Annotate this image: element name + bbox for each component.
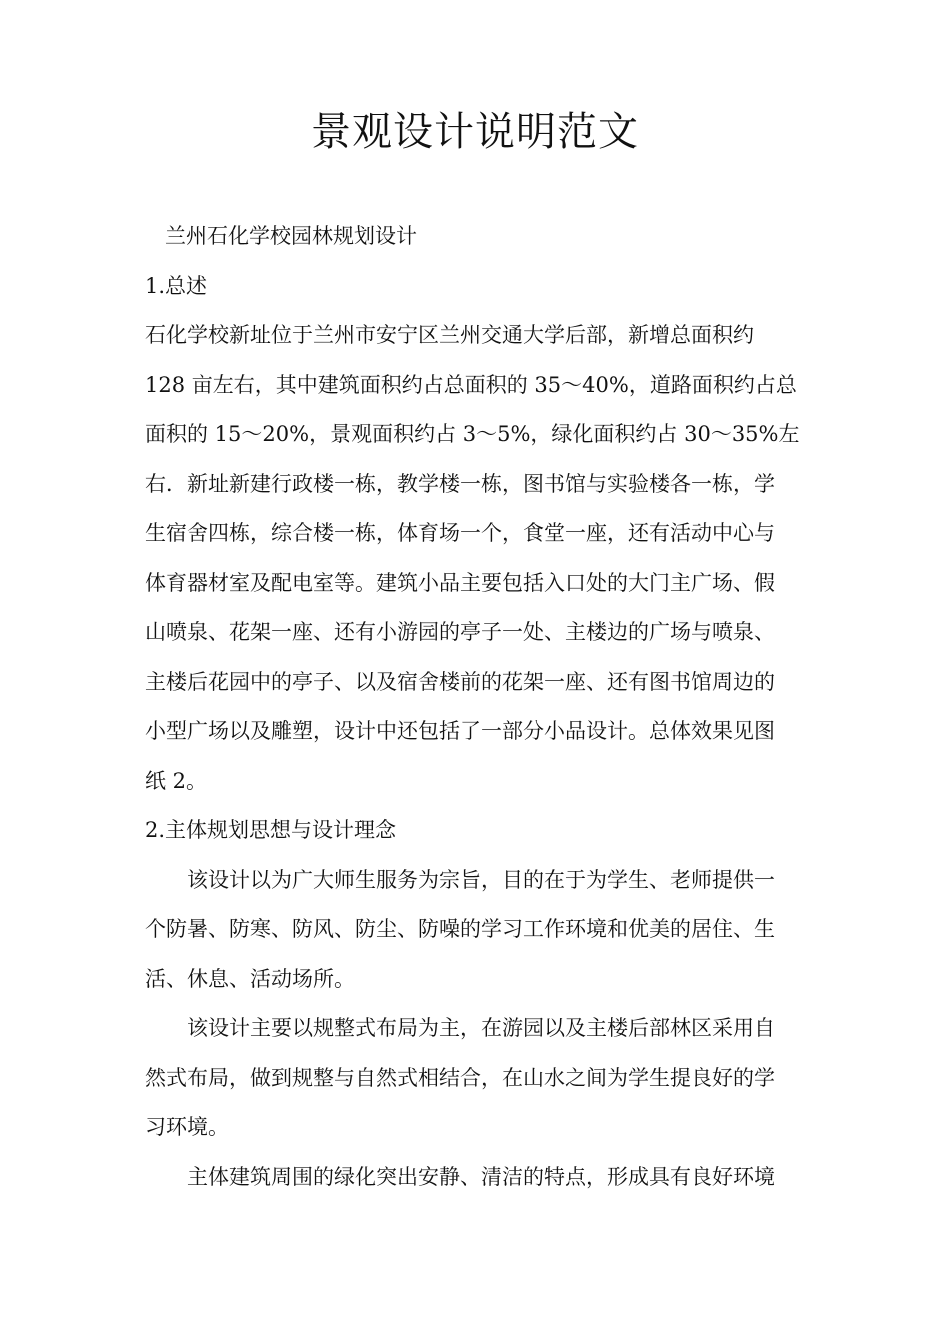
section-heading: 2.主体规划思想与设计理念 bbox=[145, 818, 397, 842]
body-line: 右．新址新建行政楼一栋，教学楼一栋，图书馆与实验楼各一栋，学 bbox=[145, 471, 775, 496]
body-line: 个防暑、防寒、防风、防尘、防噪的学习工作环境和优美的居住、生 bbox=[145, 917, 775, 941]
body-line: 纸 2。 bbox=[145, 768, 208, 793]
body-line: 面积的 15～20%，景观面积约占 3～5%，绿化面积约占 30～35%左 bbox=[145, 422, 800, 446]
body-line: 石化学校新址位于兰州市安宁区兰州交通大学后部，新增总面积约 bbox=[145, 323, 754, 347]
body-line: 生宿舍四栋，综合楼一栋，体育场一个，食堂一座，还有活动中心与 bbox=[145, 521, 775, 545]
body-line: 主体建筑周围的绿化突出安静、清洁的特点，形成具有良好环境 bbox=[187, 1164, 775, 1189]
section-heading: 1.总述 bbox=[145, 273, 208, 298]
body-line: 体育器材室及配电室等。建筑小品主要包括入口处的大门主广场、假 bbox=[145, 570, 775, 595]
body-line: 然式布局，做到规整与自然式相结合，在山水之间为学生提良好的学 bbox=[145, 1065, 775, 1090]
body-line: 128 亩左右，其中建筑面积约占总面积的 35～40%，道路面积约占总 bbox=[145, 372, 797, 397]
body-line: 小型广场以及雕塑，设计中还包括了一部分小品设计。总体效果见图 bbox=[145, 719, 775, 743]
body-line: 活、休息、活动场所。 bbox=[145, 966, 355, 991]
document-body bbox=[145, 212, 807, 1202]
body-line: 习环境。 bbox=[145, 1115, 229, 1139]
body-line: 该设计以为广大师生服务为宗旨，目的在于为学生、老师提供一 bbox=[187, 867, 775, 892]
document-title: 景观设计说明范文 bbox=[311, 109, 639, 155]
subtitle-line: 兰州石化学校园林规划设计 bbox=[165, 224, 417, 248]
body-line: 主楼后花园中的亭子、以及宿舍楼前的花架一座、还有图书馆周边的 bbox=[145, 669, 775, 694]
body-line: 山喷泉、花架一座、还有小游园的亭子一处、主楼边的广场与喷泉、 bbox=[145, 620, 775, 644]
body-line: 该设计主要以规整式布局为主，在游园以及主楼后部林区采用自 bbox=[187, 1016, 775, 1040]
